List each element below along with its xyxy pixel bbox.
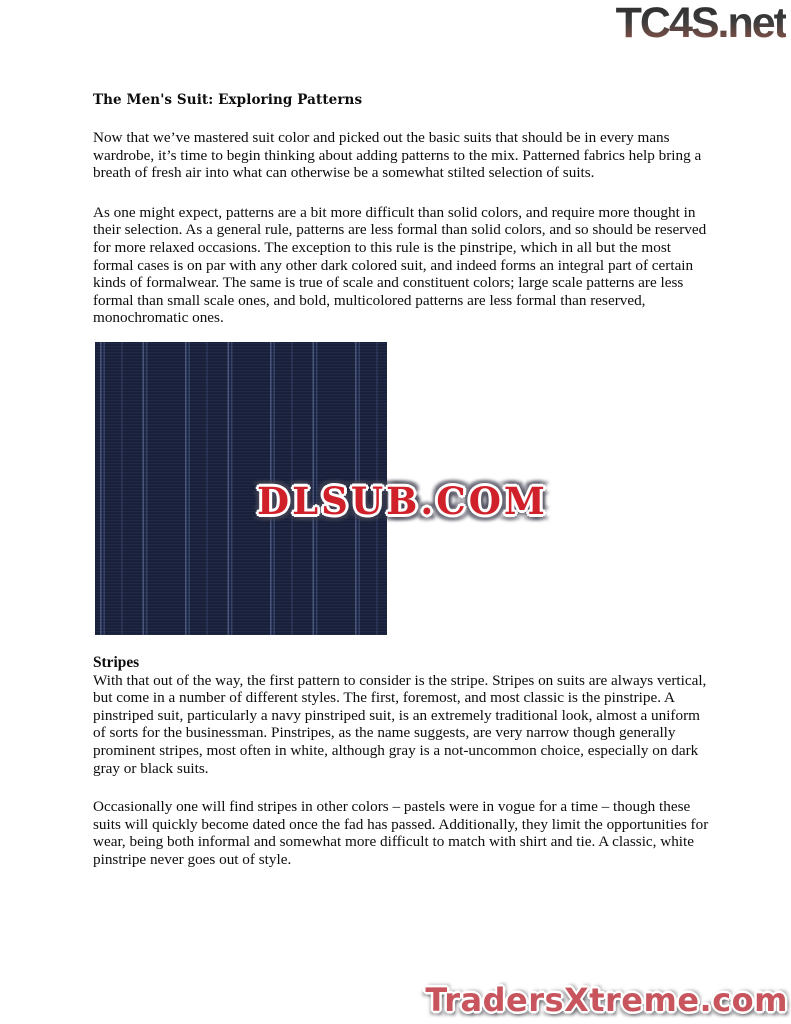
paragraph-stripes-colors: Occasionally one will find stripes in other colors – pastels were in vogue for a time – though these suits will quickly become dated once the fad has passed. Additionally, they limit the opportunities for wear, being both informal and somewhat more difficult to match with shirt and tie. A classic, white pinstripe never goes out of style.	[93, 798, 709, 868]
tc4s-site-logo: TC4S.net	[615, 0, 786, 47]
dlsub-watermark: DLSUB.COM	[257, 479, 548, 523]
tradersxtreme-site-logo: TradersXtreme.com	[425, 981, 788, 1019]
paragraph-intro: Now that we’ve mastered suit color and picked out the basic suits that should be in every mans wardrobe, it’s time to begin thinking about adding patterns to the mix. Patterned fabrics help bring a breath of fresh air into what can otherwise be a somewhat stilted selection of suits.	[93, 129, 702, 182]
paragraph-patterns-formality: As one might expect, patterns are a bit more difficult than solid colors, and require more thought in their selection. As a general rule, patterns are less formal than solid colors, and so should be reserved for more relaxed occasions. The exception to this rule is the pinstripe, which in all but the most formal cases is on par with any other dark colored suit, and indeed forms an integral part of certain kinds of formalwear. The same is true of scale and constituent colors; large scale patterns are less formal than small scale ones, and bold, multicolored patterns are less formal than reserved, monochromatic ones.	[93, 203, 707, 327]
section-heading-stripes: Stripes	[93, 653, 140, 671]
article-title: The Men's Suit: Exploring Patterns	[93, 92, 363, 108]
paragraph-stripes-pinstripe: With that out of the way, the first pattern to consider is the stripe. Stripes on suits are always vertical, but come in a number of different styles. The first, foremost, and most classic is the pinstripe. A pinstriped suit, particularly a navy pinstriped suit, is an extremely traditional look, almost a uniform of sorts for the businessman. Pinstripes, as the name suggests, are very narrow though generally prominent stripes, most often in white, although gray is a not-uncommon choice, especially on dark gray or black suits.	[93, 671, 707, 777]
